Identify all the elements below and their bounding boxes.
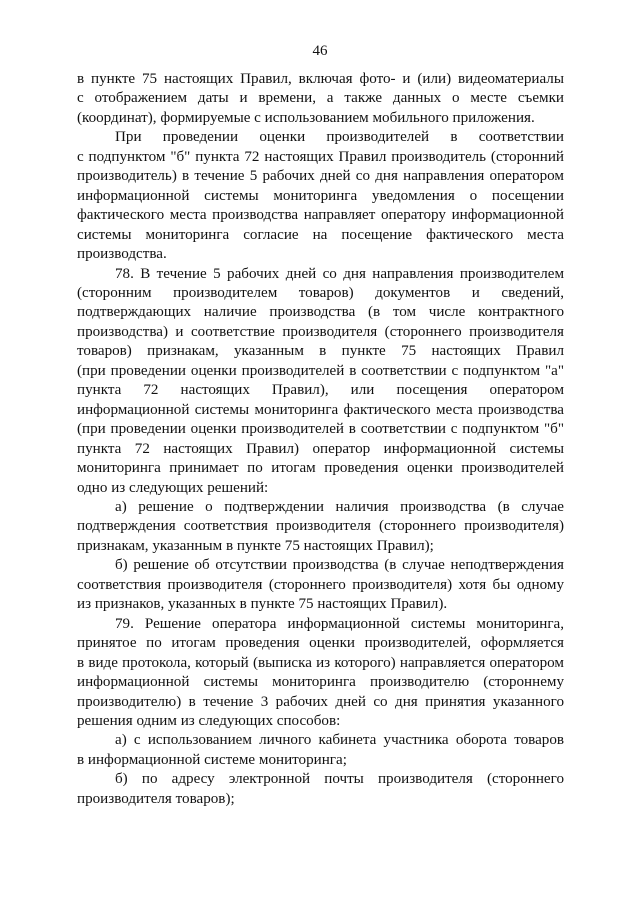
paragraph-visit	[77, 128, 564, 264]
text-line: производитель) в течение 5 рабочих дней со дня направления оператором	[77, 168, 564, 185]
text-line: (при проведении оценки производителей в соответствии с подпунктом "а"	[77, 362, 564, 379]
text-line: одно из следующих решений:	[77, 479, 269, 496]
text-line: 78. В течение 5 рабочих дней со дня направления производителем	[115, 265, 564, 282]
text-line: в виде протокола, который (выписка из которого) направляется оператором	[77, 654, 564, 671]
text-line: информационной системы мониторинга фактического места производства	[77, 401, 564, 418]
text-line: б) по адресу электронной почты производителя (стороннего	[115, 771, 564, 788]
text-line: б) решение об отсутствии производства (в случае неподтверждения	[115, 557, 564, 574]
paragraph-78a	[77, 498, 564, 556]
text-line: 79. Решение оператора информационной системы мониторинга,	[115, 615, 564, 632]
text-line: производителя товаров);	[77, 790, 235, 807]
paragraph-79b	[77, 770, 564, 809]
text-line: При проведении оценки производителей в соответствии	[115, 129, 564, 146]
text-line: с отображением даты и времени, а также данных о месте съемки	[77, 90, 564, 107]
text-line: принятое по итогам проведения оценки производителей, оформляется	[77, 635, 564, 652]
text-line: системы мониторинга согласие на посещение фактического места	[77, 226, 564, 243]
text-line: товаров) признакам, указанным в пункте 75 настоящих Правил	[77, 343, 564, 360]
text-line: информационной системы мониторинга уведомления о посещении	[77, 187, 564, 204]
text-line: производства) и соответствие производителя (стороннего производителя	[77, 323, 564, 340]
page-number: 46	[312, 43, 328, 59]
text-line: пункта 72 настоящих Правил), или посещения оператором	[77, 382, 564, 399]
text-line: решения одним из следующих способов:	[77, 712, 341, 729]
text-line: производителю) в течение 3 рабочих дней со дня принятия указанного	[77, 693, 564, 710]
text-line: пункта 72 настоящих Правил) оператор информационной системы	[77, 440, 564, 457]
paragraph-79	[77, 615, 564, 732]
text-line: фактического места производства направляет оператору информационной	[77, 207, 564, 224]
paragraph-continued	[77, 70, 564, 128]
text-line: информационной системы мониторинга производителю (стороннему	[77, 674, 564, 691]
paragraph-78b	[77, 556, 564, 614]
text-line: производства.	[77, 246, 167, 263]
text-line: мониторинга принимает по итогам проведения оценки производителей	[77, 460, 564, 477]
text-line: а) с использованием личного кабинета участника оборота товаров	[115, 732, 564, 749]
paragraph-78	[77, 265, 564, 498]
text-line: а) решение о подтверждении наличия производства (в случае	[115, 498, 564, 515]
text-line: с подпунктом "б" пункта 72 настоящих Правил производитель (сторонний	[77, 148, 564, 165]
text-line: (координат), формируемые с использованием мобильного приложения.	[77, 109, 535, 126]
text-line: подтверждения соответствия производителя (стороннего производителя)	[77, 518, 564, 535]
text-line: из признаков, указанных в пункте 75 настоящих Правил).	[77, 596, 448, 613]
paragraph-79a	[77, 731, 564, 770]
document-body	[77, 70, 564, 809]
text-line: (при проведении оценки производителей в соответствии с подпунктом "б"	[77, 421, 564, 438]
text-line: соответствия производителя (стороннего производителя) хотя бы одному	[77, 576, 564, 593]
text-line: (сторонним производителем товаров) документов и сведений,	[77, 284, 564, 301]
text-line: признакам, указанным в пункте 75 настоящих Правил);	[77, 537, 434, 554]
text-line: в информационной системе мониторинга;	[77, 751, 347, 768]
text-line: в пункте 75 настоящих Правил, включая фото- и (или) видеоматериалы	[77, 71, 564, 87]
text-line: подтверждающих наличие производства (в том числе контрактного	[77, 304, 564, 321]
